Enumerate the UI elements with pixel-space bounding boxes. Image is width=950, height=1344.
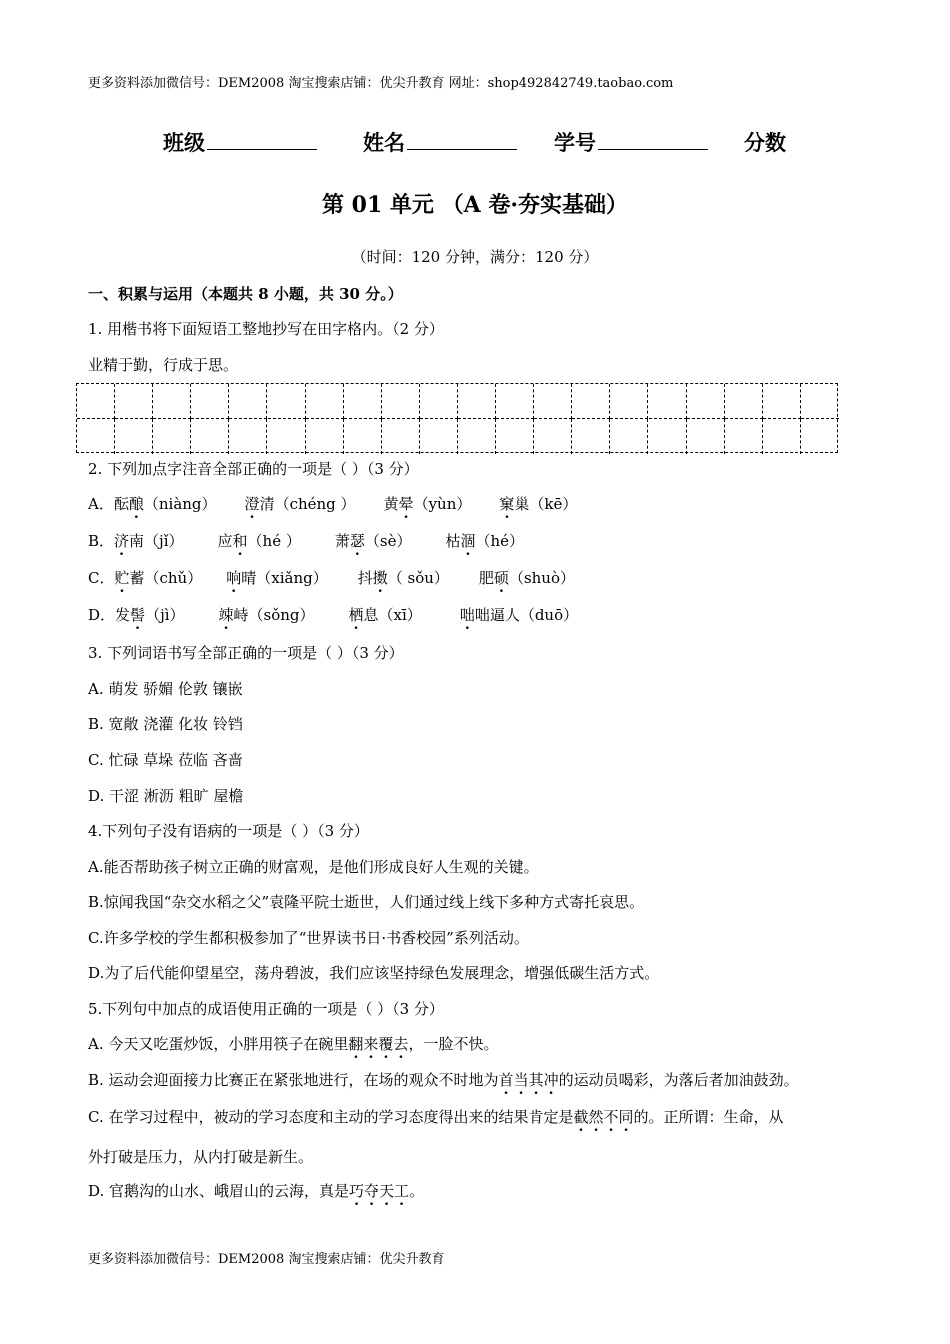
grid-cell[interactable] xyxy=(382,419,420,454)
grid-cell[interactable] xyxy=(77,384,115,419)
grid-cell[interactable] xyxy=(268,384,306,419)
grid-cell[interactable] xyxy=(496,419,534,454)
grid-cell[interactable] xyxy=(496,384,534,419)
grid-cell[interactable] xyxy=(572,419,610,454)
grid-cell[interactable] xyxy=(610,419,648,454)
q5-option-c: C. 在学习过程中，被动的学习态度和主动的学习态度得出来的结果肯定是截然不同的。正所谓：生命，从 xyxy=(88,1108,784,1126)
q4-option-b: B.惊闻我国“杂交水稻之父”袁隆平院士逝世，人们通过线上线下多种方式寄托哀思。 xyxy=(88,893,645,911)
grid-cell[interactable] xyxy=(268,419,306,454)
page-footer: 更多资料添加微信号：DEM2008 淘宝搜索店铺：优尖升教育 xyxy=(88,1252,445,1267)
grid-cell[interactable] xyxy=(763,419,801,454)
q5-option-b: B. 运动会迎面接力比赛正在紧张地进行，在场的观众不时地为首当其冲的运动员喝彩，为落后者加油鼓劲。 xyxy=(88,1071,799,1089)
grid-cell[interactable] xyxy=(687,384,725,419)
class-field[interactable]: 班级 xyxy=(163,127,317,157)
q3-option-b: B. 宽敞 浇灌 化妆 铃铛 xyxy=(88,715,243,733)
page-header: 更多资料添加微信号：DEM2008 淘宝搜索店铺：优尖升教育 网址：shop492842749.taobao.com xyxy=(88,76,674,91)
q1-stem: 1. 用楷书将下面短语工整地抄写在田字格内。（2 分） xyxy=(88,320,444,338)
score-field[interactable]: 分数 xyxy=(744,130,786,155)
page-title: 第 01 单元 （A 卷·夯实基础） xyxy=(322,192,628,218)
q4-stem: 4.下列句子没有语病的一项是（ ）（3 分） xyxy=(88,822,369,840)
grid-cell[interactable] xyxy=(801,384,839,419)
student-id-field[interactable]: 学号 xyxy=(554,127,708,157)
grid-cell[interactable] xyxy=(191,384,229,419)
q2-option-c: C．贮蓄（chǔ） 响晴（xiǎng） 抖擞（ sǒu） 肥硕（shuò） xyxy=(88,569,576,587)
grid-cell[interactable] xyxy=(649,384,687,419)
grid-cell[interactable] xyxy=(229,384,267,419)
grid-cell[interactable] xyxy=(153,419,191,454)
grid-cell[interactable] xyxy=(115,419,153,454)
q3-stem: 3. 下列词语书写全部正确的一项是（ ）（3 分） xyxy=(88,644,404,662)
grid-cell[interactable] xyxy=(77,419,115,454)
grid-cell[interactable] xyxy=(610,384,648,419)
q3-option-c: C. 忙碌 草垛 莅临 吝啬 xyxy=(88,751,243,769)
q4-option-a: A.能否帮助孩子树立正确的财富观，是他们形成良好人生观的关键。 xyxy=(88,858,539,876)
grid-cell[interactable] xyxy=(344,384,382,419)
q5-option-d: D. 官鹅沟的山水、峨眉山的云海，真是巧夺天工。 xyxy=(88,1182,425,1200)
q3-option-a: A. 萌发 骄媚 伦敦 镶嵌 xyxy=(88,680,243,698)
writing-grid[interactable] xyxy=(76,383,838,453)
q2-option-d: D．发髻（jì） 竦峙（sǒng） 栖息（xī） 咄咄逼人（duō） xyxy=(88,606,579,624)
grid-cell[interactable] xyxy=(534,419,572,454)
grid-cell[interactable] xyxy=(420,419,458,454)
q5-stem: 5.下列句中加点的成语使用正确的一项是（ ）（3 分） xyxy=(88,1000,444,1018)
time-info: （时间：120 分钟，满分：120 分） xyxy=(351,248,599,266)
grid-cell[interactable] xyxy=(306,384,344,419)
q5-option-a: A. 今天又吃蛋炒饭，小胖用筷子在碗里翻来覆去，一脸不快。 xyxy=(88,1035,499,1053)
q2-option-a: A．酝酿（niàng） 澄清（chéng ） 黄晕（yùn） 窠巢（kē） xyxy=(88,495,578,513)
grid-cell[interactable] xyxy=(725,384,763,419)
grid-cell[interactable] xyxy=(229,419,267,454)
q2-option-b: B．济南（jǐ） 应和（hé ） 萧瑟（sè） 枯涸（hé） xyxy=(88,532,525,550)
grid-cell[interactable] xyxy=(191,419,229,454)
q1-phrase: 业精于勤，行成于思。 xyxy=(88,356,239,374)
q4-option-c: C.许多学校的学生都积极参加了“世界读书日·书香校园”系列活动。 xyxy=(88,929,529,947)
grid-cell[interactable] xyxy=(306,419,344,454)
grid-cell[interactable] xyxy=(725,419,763,454)
grid-cell[interactable] xyxy=(763,384,801,419)
grid-cell[interactable] xyxy=(534,384,572,419)
grid-cell[interactable] xyxy=(420,384,458,419)
name-field[interactable]: 姓名 xyxy=(363,127,517,157)
grid-cell[interactable] xyxy=(458,419,496,454)
grid-cell[interactable] xyxy=(801,419,839,454)
grid-cell[interactable] xyxy=(458,384,496,419)
grid-cell[interactable] xyxy=(344,419,382,454)
q4-option-d: D.为了后代能仰望星空，荡舟碧波，我们应该坚持绿色发展理念，增强低碳生活方式。 xyxy=(88,964,660,982)
grid-cell[interactable] xyxy=(115,384,153,419)
q2-stem: 2. 下列加点字注音全部正确的一项是（ ）（3 分） xyxy=(88,460,419,478)
q5-option-c-cont: 外打破是压力，从内打破是新生。 xyxy=(88,1148,314,1166)
grid-cell[interactable] xyxy=(649,419,687,454)
q3-option-d: D. 干涩 淅沥 粗旷 屋檐 xyxy=(88,787,244,805)
section-heading: 一、积累与运用（本题共 8 小题，共 30 分。） xyxy=(88,285,403,303)
grid-cell[interactable] xyxy=(153,384,191,419)
grid-cell[interactable] xyxy=(572,384,610,419)
grid-cell[interactable] xyxy=(687,419,725,454)
grid-cell[interactable] xyxy=(382,384,420,419)
